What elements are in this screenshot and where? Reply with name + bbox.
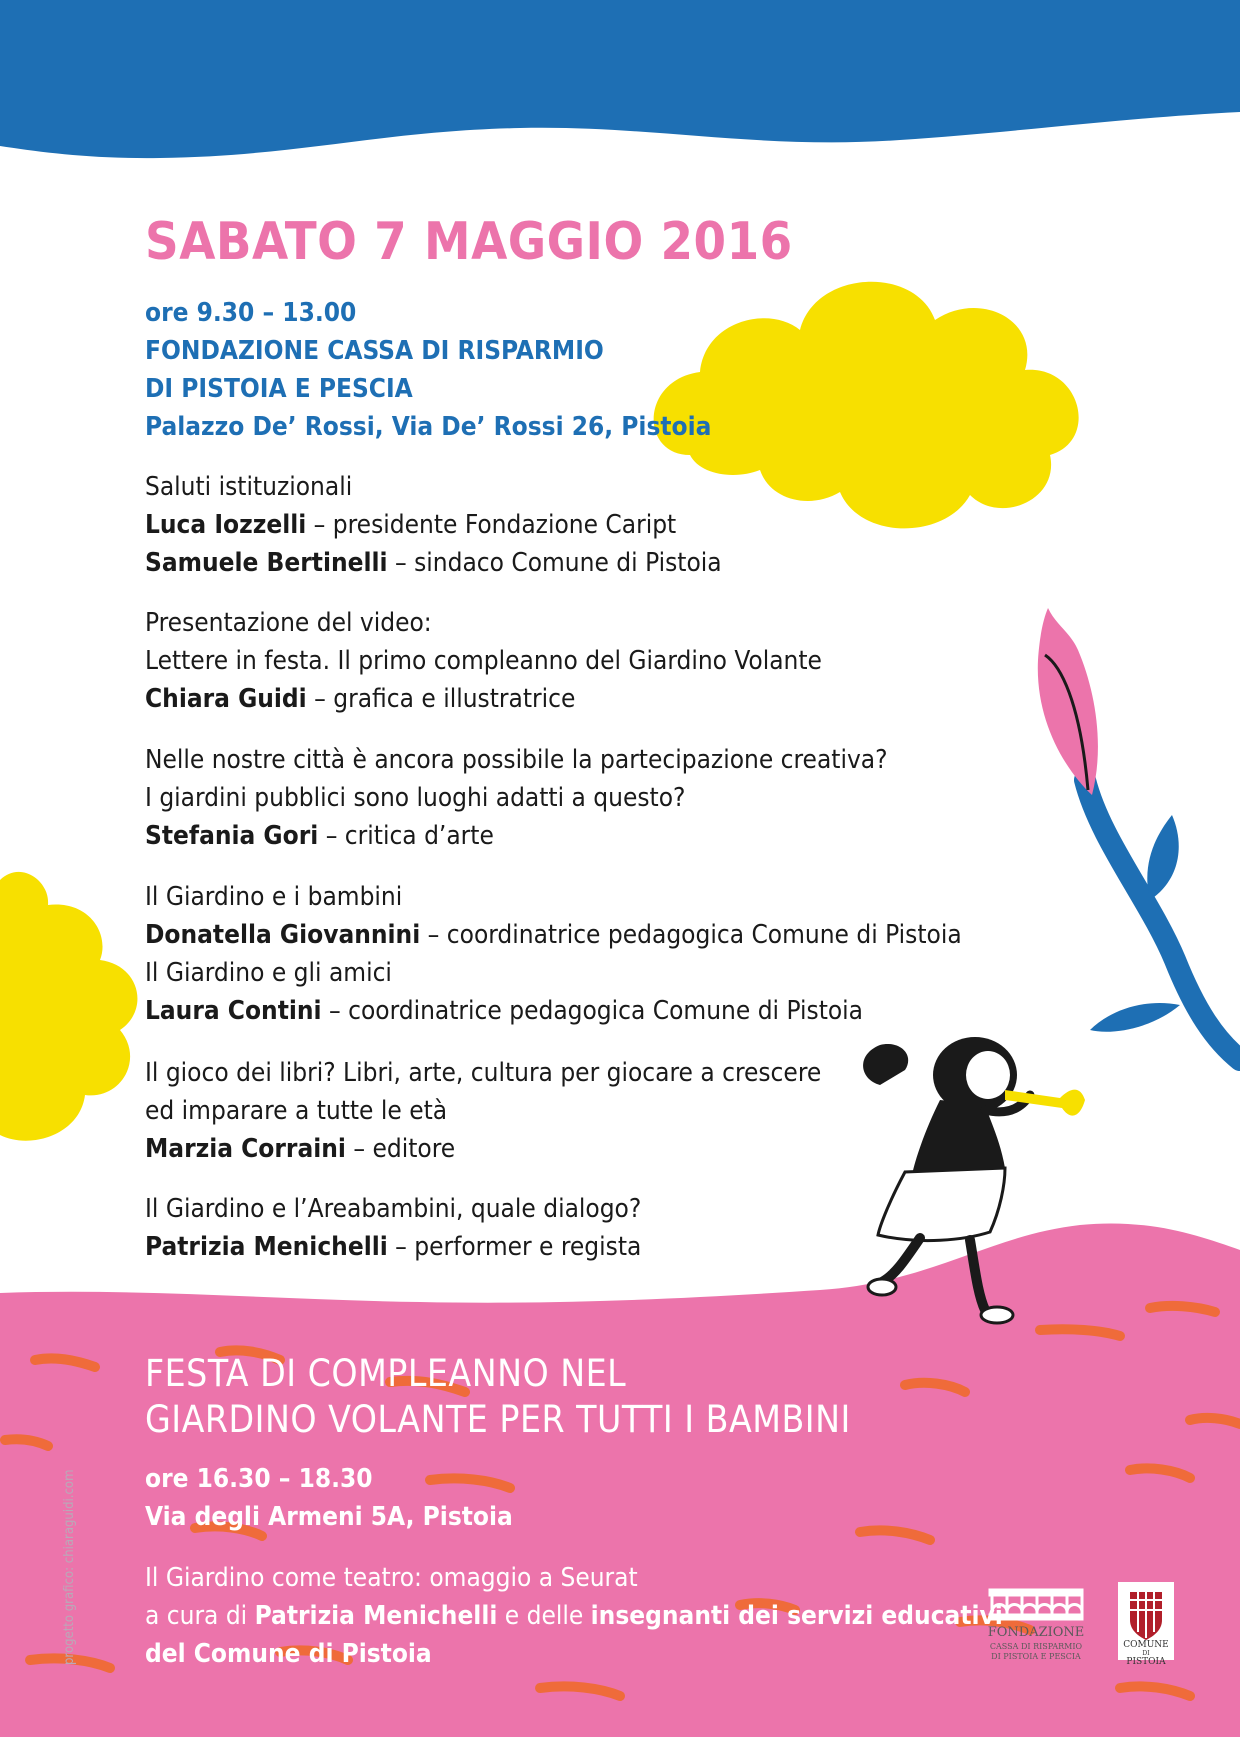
yellow-cloud-right (654, 282, 1079, 529)
flower-bud (1038, 608, 1098, 795)
section-4-intro-2: Il Giardino e gli amici (145, 958, 392, 988)
speaker-role: – grafica e illustratrice (306, 684, 576, 714)
venue-line-1: FONDAZIONE CASSA DI RISPARMIO (145, 336, 604, 366)
speaker-row (145, 821, 494, 851)
party-curator-name: Patrizia Menichelli (254, 1601, 498, 1631)
party-desc-text: a cura di (145, 1601, 255, 1631)
comune-logo-line-1: COMUNE (1123, 1640, 1169, 1650)
speaker-row (145, 1232, 641, 1262)
section-1-intro: Saluti istituzionali (145, 472, 353, 502)
comune-logo-di: DI (1142, 1650, 1150, 1657)
section-5-intro-1: Il gioco dei libri? Libri, arte, cultura per giocare a crescere (145, 1058, 822, 1088)
fondazione-logo-mark (990, 1590, 1082, 1619)
speaker-role: – editore (345, 1134, 456, 1164)
speaker-role: – critica d’arte (318, 821, 494, 851)
speaker-name: Patrizia Menichelli (145, 1232, 388, 1262)
speaker-row (145, 920, 962, 950)
party-curator-group: insegnanti dei servizi educativi (590, 1601, 1003, 1631)
section-5-intro-2: ed imparare a tutte le età (145, 1096, 448, 1126)
speaker-row (145, 1134, 455, 1164)
event-time: ore 9.30 – 13.00 (145, 298, 357, 328)
speaker-name: Stefania Gori (145, 821, 319, 851)
flower-leaf-2 (1090, 1003, 1180, 1032)
party-address: Via degli Armeni 5A, Pistoia (145, 1502, 513, 1532)
speaker-role: – coordinatrice pedagogica Comune di Pistoia (321, 996, 864, 1026)
section-2-intro-2: Lettere in festa. Il primo compleanno del Giardino Volante (145, 646, 822, 676)
design-credit: progetto grafico: chiaraguidi.com (62, 1469, 77, 1665)
speaker-row (145, 510, 676, 540)
fondazione-logo-sub-2: DI PISTOIA E PESCIA (991, 1652, 1081, 1661)
event-date: SABATO 7 MAGGIO 2016 (145, 212, 793, 272)
section-3-intro-2: I giardini pubblici sono luoghi adatti a questo? (145, 783, 686, 813)
speaker-role: – coordinatrice pedagogica Comune di Pistoia (420, 920, 962, 950)
speaker-name: Laura Contini (145, 996, 322, 1026)
comune-logo-line-2: PISTOIA (1126, 1657, 1166, 1667)
speaker-role: – presidente Fondazione Caript (306, 510, 677, 540)
speaker-row (145, 548, 722, 578)
fondazione-logo-name: FONDAZIONE (987, 1625, 1085, 1640)
party-desc-1: Il Giardino come teatro: omaggio a Seurat (145, 1563, 638, 1593)
party-desc-3: del Comune di Pistoia (145, 1639, 432, 1669)
speaker-role: – sindaco Comune di Pistoia (387, 548, 722, 578)
section-2-intro-1: Presentazione del video: (145, 608, 432, 638)
yellow-cloud-left (0, 872, 137, 1141)
section-4-intro-1: Il Giardino e i bambini (145, 882, 403, 912)
speaker-name: Donatella Giovannini (145, 920, 421, 950)
party-heading-1: FESTA DI COMPLEANNO NEL (145, 1352, 627, 1395)
header-banner (0, 0, 1240, 158)
party-time: ore 16.30 – 18.30 (145, 1464, 373, 1494)
speaker-name: Samuele Bertinelli (145, 548, 388, 578)
speaker-name: Chiara Guidi (145, 684, 307, 714)
venue-line-2: DI PISTOIA E PESCIA (145, 374, 413, 404)
section-6-intro-1: Il Giardino e l’Areabambini, quale dialogo? (145, 1194, 642, 1224)
venue-address: Palazzo De’ Rossi, Via De’ Rossi 26, Pistoia (145, 412, 712, 442)
party-heading-2: GIARDINO VOLANTE PER TUTTI I BAMBINI (145, 1398, 851, 1441)
speaker-name: Marzia Corraini (145, 1134, 346, 1164)
party-desc-2 (145, 1601, 1003, 1631)
flower-leaf-1 (1147, 815, 1178, 900)
party-desc-text: e delle (497, 1601, 591, 1631)
fondazione-logo-sub-1: CASSA DI RISPARMIO (989, 1642, 1083, 1651)
speaker-row (145, 684, 575, 714)
speaker-name: Luca Iozzelli (145, 510, 307, 540)
speaker-role: – performer e regista (387, 1232, 642, 1262)
speaker-row (145, 996, 863, 1026)
section-3-intro-1: Nelle nostre città è ancora possibile la partecipazione creativa? (145, 745, 888, 775)
